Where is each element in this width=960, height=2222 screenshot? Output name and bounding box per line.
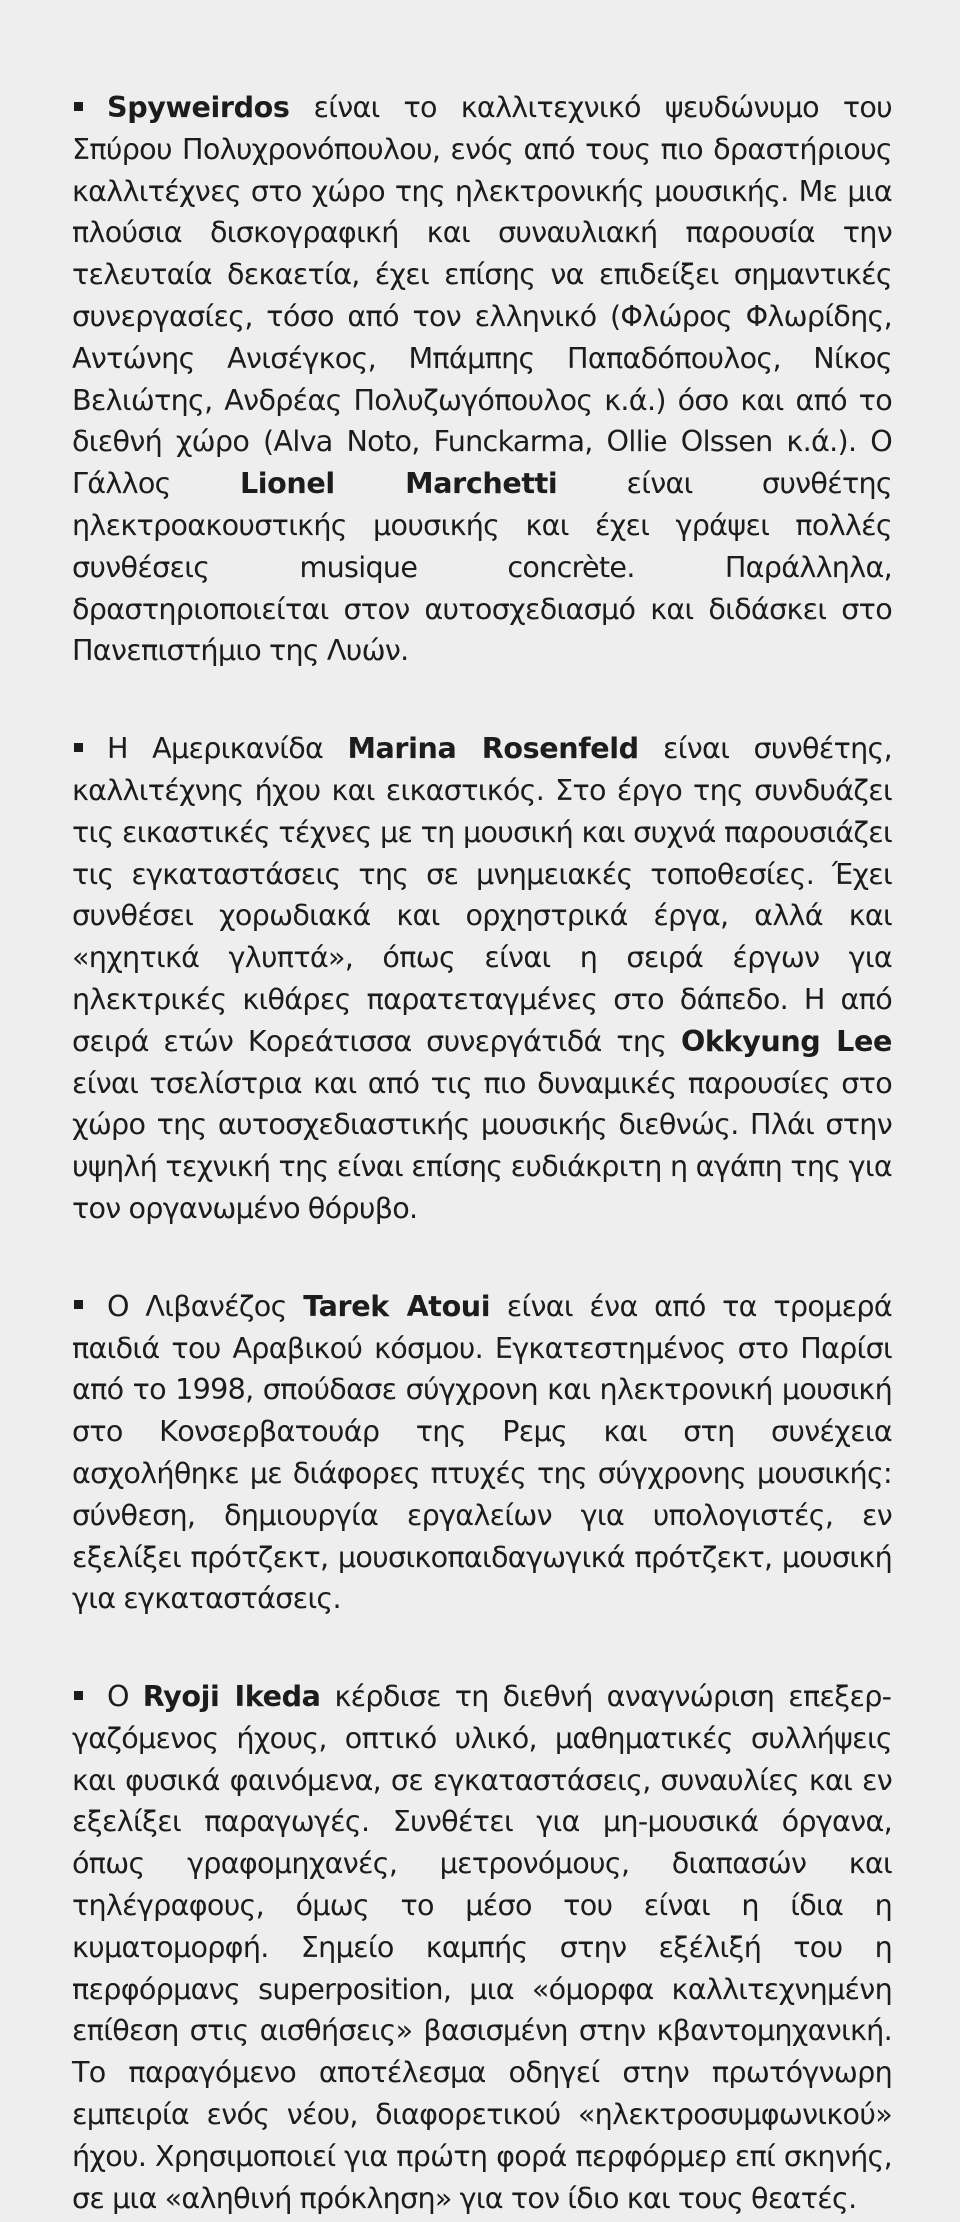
bio-text: είναι συνθέτης, καλλιτέχνης ήχου και εικαστικός. Στο έργο της συνδυάζει τις εικαστικές τέχνες με τη μουσική και συχνά παρουσιάζει τις εγκαταστάσεις της σε μνημειακές τοποθεσίες. Έχει συνθέσει χορωδιακά και ορχηστρικά έργα, αλλά και «ηχητικά γλυπτά», όπως είναι η σειρά έργων για ηλεκτρικές κιθάρες παρατεταγμένες στο δάπεδο. Η από σειρά ετών Κορεάτισσα συνεργάτιδά της <box>72 731 892 1058</box>
artist-name: Tarek Atoui <box>303 1288 491 1323</box>
bio-paragraph-ikeda <box>72 1676 892 2219</box>
bio-text: είναι συνθέτης ηλεκτροακουστικής μουσικής και έχει γράψει πολλές συνθέσεις musique concrète. Παράλληλα, δραστηριοποιείται στον αυτοσχεδιασμό και διδάσκει στο Πανεπιστήμιο της Λυών. <box>72 466 893 668</box>
bio-text: είναι τσελίστρια και από τις πιο δυναμικές παρουσίες στο χώρο της αυτοσχεδιαστικής μουσικής διεθνώς. Πλάι στην υψηλή τεχνική της είναι επίσης ευδιάκριτη η αγάπη της για τον οργανωμένο θόρυβο. <box>72 1065 892 1225</box>
bio-text: κέρδισε τη διεθνή αναγνώριση επεξεργαζόμενος ήχους, οπτικό υλικό, μαθηματικές συλλήψεις και φυσικά φαινόμενα, σε εγκαταστάσεις, συναυλίες και εν εξελίξει παραγωγές. Συνθέτει για μη-μουσικά όργανα, όπως γραφομηχανές, μετρονόμους, διαπασών και τηλέγραφους, όμως το μέσο του είναι η ίδια η κυματομορφή. Σημείο καμπής στην εξέλιξή του η περφόρμανς superposition, μια «όμορφα καλλιτεχνημένη επίθεση στις αισθήσεις» βασισμένη στην κβαντομηχανική. Το παραγόμενο αποτέλεσμα οδηγεί στην πρωτόγνωρη εμπειρία ενός νέου, διαφορετικού «ηλεκτροσυμφωνικού» ήχου. Χρησιμοποιεί για πρώτη φορά περφόρμερ επί σκηνής, σε μια «αληθινή πρόκληση» για τον ίδιο και τους θεατές. <box>72 1679 892 2215</box>
bullet-icon <box>74 1676 83 1718</box>
bio-text: Ο Λιβανέζος <box>107 1288 304 1323</box>
bio-paragraph-atoui <box>72 1286 892 1620</box>
artist-name: Spyweirdos <box>107 90 290 124</box>
artist-name: Ryoji Ikeda <box>142 1679 321 1714</box>
bio-text: είναι ένα από τα τρομερά παιδιά του Αραβικού κόσμου. Εγκατεστημένος στο Παρίσι από το 1998, σπούδασε σύγχρονη και ηλεκτρονική μουσική στο Κονσερβατουάρ της Ρεμς και στη συνέχεια ασχολήθηκε με διάφορες πτυχές της σύγχρονης μουσικής: σύνθεση, δημιουργία εργαλείων για υπολογιστές, εν εξελίξει πρότζεκτ, μουσικοπαιδαγωγικά πρότζεκτ, μουσική για εγκαταστάσεις. <box>72 1288 892 1616</box>
bio-paragraph-rosenfeld <box>72 728 892 1230</box>
bullet-icon <box>74 1286 83 1328</box>
bio-text: είναι το καλλιτεχνικό ψευδώνυμο του Σπύρου Πολυχρονόπουλου, ενός από τους πιο δραστήριους καλλιτέχνες στο χώρο της ηλεκτρονικής μουσικής. Με μια πλούσια δισκογραφική και συναυλιακή παρουσία την τελευταία δεκαετία, έχει επίσης να επιδείξει σημαντικές συνεργασίες, τόσο από τον ελληνικό (Φλώρος Φλωρίδης, Αντώνης Ανισέγκος, Μπάμπης Παπαδόπουλος, Νίκος Βελιώτης, Ανδρέας Πολυζωγόπουλος κ.ά.) όσο και από το διεθνή χώρο (Alva Noto, Funckarma, Ollie Olssen κ.ά.). Ο Γάλλος <box>72 90 892 501</box>
bullet-icon <box>74 728 83 770</box>
artist-name: Marina Rosenfeld <box>347 731 639 766</box>
bullet-icon <box>74 87 83 129</box>
bio-paragraph-spyweirdos <box>72 87 892 672</box>
bio-text: Η Αμερικανίδα <box>107 731 348 766</box>
artist-name: Okkyung Lee <box>681 1023 892 1058</box>
bio-text: Ο <box>107 1679 143 1714</box>
artist-name: Lionel Marchetti <box>239 466 558 501</box>
